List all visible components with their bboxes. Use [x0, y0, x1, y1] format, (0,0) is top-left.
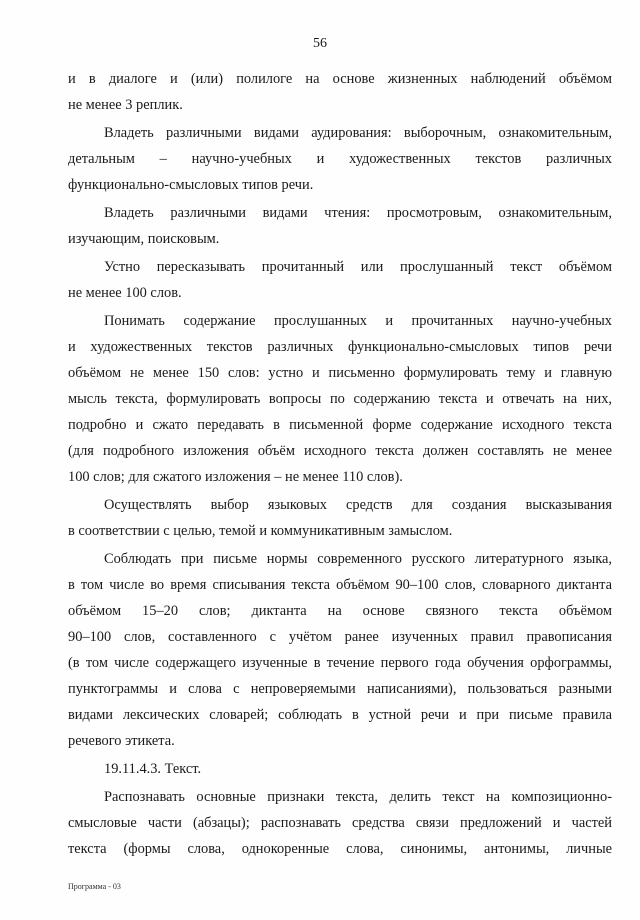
text-line: функционально-смысловых типов речи. — [68, 177, 314, 193]
text-line: не менее 100 слов. — [68, 285, 182, 301]
text-line: мысль текста, формулировать вопросы по содержанию текста и отвечать на них, — [68, 391, 612, 407]
text-line: Владеть различными видами аудирования: выборочным, ознакомительным, — [104, 125, 612, 141]
text-line: изучающим, поисковым. — [68, 231, 220, 247]
text-line: пунктограммы и слова с непроверяемыми написаниями), пользоваться разными — [68, 681, 612, 697]
text-line: Устно пересказывать прочитанный или прослушанный текст объёмом — [104, 259, 612, 275]
page-footer: Программа - 03 — [68, 882, 121, 891]
text-line: смысловые части (абзацы); распознавать средства связи предложений и частей — [68, 815, 612, 831]
document-body — [68, 66, 612, 862]
text-line: видами лексических словарей; соблюдать в устной речи и при письме правила — [68, 707, 612, 723]
text-line: 19.11.4.3. Текст. — [104, 761, 202, 777]
text-line: и в диалоге и (или) полилоге на основе жизненных наблюдений объёмом — [68, 71, 612, 87]
text-line: детальным – научно-учебных и художественных текстов различных — [68, 151, 612, 167]
page-number: 56 — [313, 36, 327, 51]
text-line: объёмом не менее 150 слов: устно и письменно формулировать тему и главную — [68, 365, 612, 381]
text-line: Владеть различными видами чтения: просмотровым, ознакомительным, — [104, 205, 612, 221]
text-line: текста (формы слова, однокоренные слова, синонимы, антонимы, личные — [68, 841, 612, 857]
text-line: Распознавать основные признаки текста, делить текст на композиционно- — [104, 789, 612, 805]
text-line: Осуществлять выбор языковых средств для создания высказывания — [104, 497, 612, 513]
text-line: в том числе во время списывания текста объёмом 90–100 слов, словарного диктанта — [68, 577, 612, 593]
text-line: подробно и сжато передавать в письменной форме содержание исходного текста — [68, 417, 612, 433]
text-line: не менее 3 реплик. — [68, 97, 183, 113]
text-line: (для подробного изложения объём исходного текста должен составлять не менее — [68, 443, 612, 459]
text-line: (в том числе содержащего изученные в течение первого года обучения орфограммы, — [68, 655, 612, 671]
text-line: и художественных текстов различных функционально-смысловых типов речи — [68, 339, 612, 355]
text-line: 100 слов; для сжатого изложения – не менее 110 слов). — [68, 469, 403, 485]
text-line: 90–100 слов, составленного с учётом ранее изученных правил правописания — [68, 629, 612, 645]
text-line: Понимать содержание прослушанных и прочитанных научно-учебных — [104, 313, 612, 329]
text-line: Соблюдать при письме нормы современного русского литературного языка, — [104, 551, 612, 567]
text-line: в соответствии с целью, темой и коммуникативным замыслом. — [68, 523, 453, 539]
text-line: объёмом 15–20 слов; диктанта на основе связного текста объёмом — [68, 603, 612, 619]
text-line: речевого этикета. — [68, 733, 175, 749]
